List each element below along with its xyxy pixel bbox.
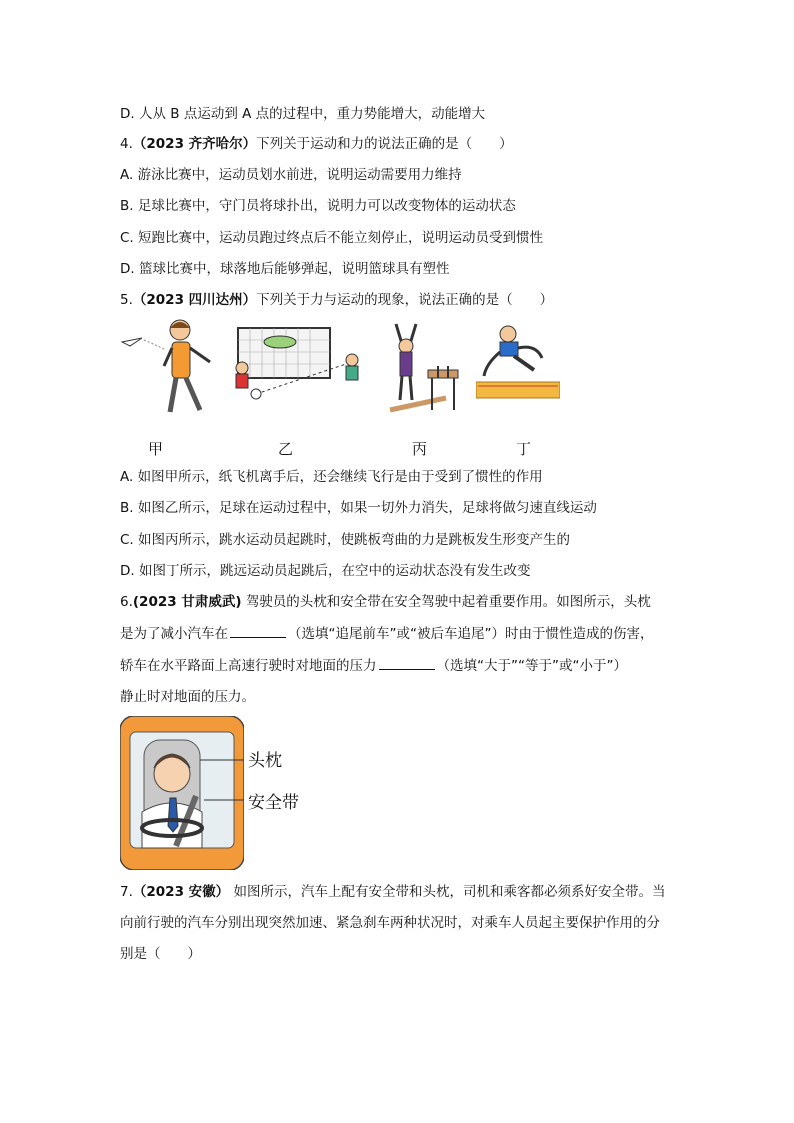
figure-caption-jia: 甲 <box>148 440 164 458</box>
question-7-line-3: 别是（ ） <box>120 946 201 962</box>
answer-blank-2[interactable] <box>379 657 435 670</box>
q5-option-b: B. 如图乙所示，足球在运动过程中，如果一切外力消失，足球将做匀速直线运动 <box>120 500 597 516</box>
question-5-stem <box>120 290 553 310</box>
question-text: 如图所示，汽车上配有安全带和头枕，司机和乘客都必须系好安全带。当 <box>233 884 666 900</box>
q4-option-a: A. 游泳比赛中，运动员划水前进，说明运动需要用力维持 <box>120 167 462 183</box>
question-number: 5. <box>120 292 133 308</box>
figure-bing-diver <box>386 320 466 416</box>
question-6-line-3 <box>120 656 627 676</box>
q5-option-a: A. 如图甲所示，纸飞机离手后，还会继续飞行是由于受到了惯性的作用 <box>120 469 543 485</box>
question-text: 下列关于力与运动的现象，说法正确的是（ ） <box>256 292 554 308</box>
question-source: (2023 甘肃威武) <box>132 594 242 610</box>
question-number: 4. <box>120 136 133 152</box>
question-7-line-1 <box>120 882 665 902</box>
figure-caption-yi: 乙 <box>278 440 294 458</box>
figure-jia-paper-plane <box>118 316 218 420</box>
answer-blank-1[interactable] <box>230 625 286 638</box>
q4-option-b: B. 足球比赛中，守门员将球扑出，说明力可以改变物体的运动状态 <box>120 198 516 214</box>
q4-option-c: C. 短跑比赛中，运动员跑过终点后不能立刻停止，说明运动员受到惯性 <box>120 230 544 246</box>
question-7-line-2: 向前行驶的汽车分别出现突然加速、紧急刹车两种状况时，对乘车人员起主要保护作用的分 <box>120 915 660 931</box>
question-text: 驾驶员的头枕和安全带在安全驾驶中起着重要作用。如图所示，头枕 <box>245 594 651 610</box>
question-source: （2023 齐齐哈尔） <box>132 136 257 152</box>
figure-caption-ding: 丁 <box>516 440 532 458</box>
q5-option-c: C. 如图丙所示，跳水运动员起跳时，使跳板弯曲的力是跳板发生形变产生的 <box>120 532 571 548</box>
label-seatbelt: 安全带 <box>248 793 299 813</box>
figure-leader-lines <box>200 756 250 816</box>
question-4-stem <box>120 134 513 154</box>
prev-option-d: D. 人从 B 点运动到 A 点的过程中，重力势能增大，动能增大 <box>120 106 486 122</box>
figure-caption-bing: 丙 <box>412 440 428 458</box>
question-number: 7. <box>120 884 133 900</box>
question-6-line-4: 静止时对地面的压力。 <box>120 689 255 705</box>
question-text: 下列关于运动和力的说法正确的是（ ） <box>256 136 513 152</box>
question-6-line-1 <box>120 592 651 612</box>
question-source: （2023 安徽） <box>132 884 230 900</box>
question-source: （2023 四川达州） <box>132 292 257 308</box>
question-text: （选填“追尾前车”或“被后车追尾”）时由于惯性造成的伤害， <box>288 626 654 642</box>
question-text: （选填“大于”“等于”或“小于”） <box>436 658 627 674</box>
question-text: 是为了减小汽车在 <box>120 626 228 642</box>
question-text: 轿车在水平路面上高速行驶时对地面的压力 <box>120 658 377 674</box>
q5-option-d: D. 如图丁所示，跳远运动员起跳后，在空中的运动状态没有发生改变 <box>120 563 531 579</box>
figure-yi-soccer <box>226 320 374 404</box>
label-headrest: 头枕 <box>248 751 282 771</box>
question-number: 6. <box>120 594 133 610</box>
q4-option-d: D. 篮球比赛中，球落地后能够弹起，说明篮球具有塑性 <box>120 261 450 277</box>
figure-ding-long-jump <box>476 324 560 400</box>
question-6-line-2 <box>120 624 653 644</box>
